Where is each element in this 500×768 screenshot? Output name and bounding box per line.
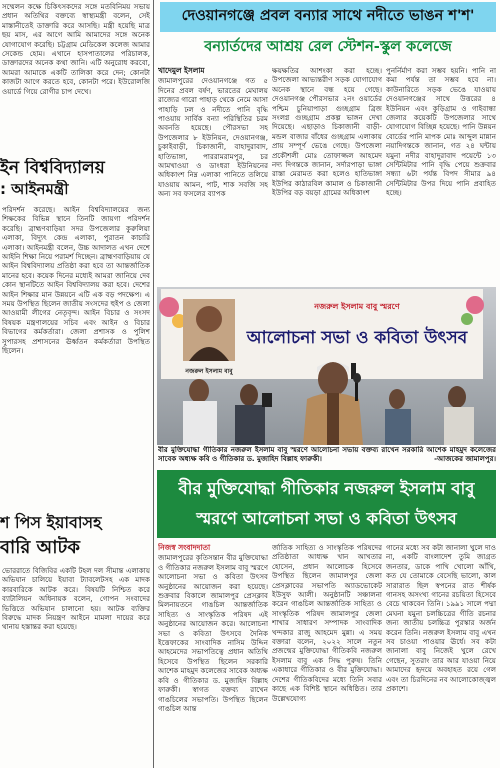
banner-main-text: আলোচনা সভা ও কবিতা উৎসব [246,328,468,348]
banner-top-text: নজরুল ইসলাম বাবু স্মরণে [314,302,400,311]
left-mid-article [2,205,150,508]
memorial-col-1-text: জামালপুরের কৃতিসন্তান বীর মুক্তিযোদ্ধা ও গীতিকার নজরুল ইসলাম বাবু স্মরণে আলোচনা সভা ও কবিতা উৎসব অনুষ্ঠানের আয়োজন করা হয়েছে। শুক্রবার বিকালে জামালপুর প্রেসক্লাব মিলনায়তনে গাঙচিল আন্তর্জাতিক সাহিত্য ও সাংস্কৃতিক পরিষদ এই অনুষ্ঠানের আয়োজন করে। আলোচনা সভা ও কবিতা উৎসবে দৈনিক ইত্তেফাকের সাংবাদিক নাসিম উদ্দিন আহমেদের সভাপতিত্বে প্রধান অতিথি হিসেবে উপস্থিত ছিলেন সরকারি আশেক মাহমুদ কলেজের সাবেক অধ্যক্ষ কবি ও গীতিকার ড. মুজাহিদ বিল্লাহ ফারুকী। স্বাগত বক্তব্য রাখেন গাঙচিলের সভাপতি। উপস্থিত ছিলেন গাঙচিল আন্ত [158,553,268,713]
column-divider [153,0,154,768]
flood-col-2-text: ক্ষয়ক্ষতির আশংকা করা হচ্ছে। উপজেলা আভ্যন্তরীণ সড়ক যোগাযোগ অনেক স্থানে বন্ধ হয়ে গেছে। দেওয়ানগঞ্জ পৌরসভার ২নং ওয়ার্ডের পশ্চিম চুনিয়াপাড়া গুচ্ছগ্রাম ব্রিজ সংলগ্ন গুচ্ছগ্রাম প্রকল্প ভাঙ্গন দেখা দিয়েছে। এছাড়াও চিকাজানী বাড়ী-মন্ডল বাজার বাঁধের গুচ্ছগ্রাম এলাকায় প্রায় সম্পূর্ণ ভেঙে গেছে। উপজেলা প্রকৌশলী মোঃ তোফাজ্জল আহমেদ নদ্য দিগন্তকে জানান, সর্দারপাড়া ভাঙ্গা রাস্তা মেরামত করা হলেও হাতিভাঙ্গা ইউপির কাঠারবিল কামাল ও চিকাজানী ইউপির বড় বয়ড়া গ্রামের অধিকাংশ [272,66,382,198]
flood-headline: দেওয়ানগঞ্জে প্রবল বন্যার সাথে নদীতে ভাঙন শ'শ' [181,8,475,24]
flood-subhead-box [160,34,496,62]
memorial-headline-box [157,470,496,538]
event-photo-illustration [157,287,496,445]
memorial-col-1 [158,543,268,766]
memorial-col-3 [386,543,496,766]
memorial-col-2-text: র্জাতিক সাহিত্য ও সাংস্কৃতিক পরিষদের প্রতিষ্ঠাতা আধ্যক্ষ খান আখতার হোসেন, প্রধান আলোচক হিসেবে উপস্থিত ছিলেন জামালপুর জেলা প্রেসক্লাবের সভাপতি অ্যাডভোকেট ইউসুফ আলী। অনুষ্ঠানটি সঞ্চালনা করেন গাঙচিল আন্তর্জাতিক সাহিত্য ও সাংস্কৃতিক পরিষদ জামালপুর জেলা শাখার সাধারণ সম্পাদক সাংবাদিক খন্দকার রাজু আহমেদ মুন্না। এ সময় বক্তারা বলেন, ২০২২ সালে নতুন প্রজন্মের মুক্তিযোদ্ধা গীতিকবি নজরুল ইসলাম বাবু এক সিদ্ধ পুরুষ। তিনি একাধারে গীতিকার ও বীর মুক্তিযোদ্ধা। দেশের গীতিকবিদের মধ্যে তিনি সবার কাছে এক বিশিষ্ট স্থানে অধিষ্ঠিত। তার উল্লেখযোগ্য [272,543,382,703]
left-headline-1 [0,158,152,180]
flood-byline: খাদেমুল ইসলাম [158,66,205,75]
memorial-col-2 [272,543,382,766]
left-headline-2 [0,180,152,200]
poster-name: নজরুল ইসলাম বাবু [185,368,233,375]
flood-headline-box [160,2,496,32]
event-photo [157,287,496,445]
left-bottom-headline-2 [0,536,152,560]
memorial-col-3-text: গানের মধ্যে সব কটা জানালা খুলে দাও না, একটি বাংলাদেশ তুমি জাগ্রত জনতার, ডাকে পাখি খোলো আঁখি, কত যে তোমাকে বেসেছি ভালো, কাল সারারাত ছিল স্বপনের রাত শীর্ষক গানসহ অসংখ্য গানের রচয়িতা হিসেবে বেচে থাকবেন তিনি। ১৯৯১ সালে পদ্মা মেঘনা যমুনা চলচ্চিত্রের গীতি রচনার জন্য জাতীয় চলচ্চিত্র পুরস্কার অর্জন করেন তিনি। নজরুল ইসলাম বাবু এখন সব চাওয়া পাওয়ার ঊর্ধে। সব কটা জানালা বাবু নিজেই খুলে রেখে গেছেন, সুতরাং তার আর যাওয়া নিয়ে আমাদের হৃদয়ে অবহাহত রয়ে গেল এবং তা চিরদিনের নব আলোকোজ্জ্বল প্রকাশে। [386,543,496,694]
left-bottom-text: ভোররাতে বিজিবির একটি টহল দল সীমান্ত এলাকায় অভিযান চালিয়ে ইয়াবা ট্যাবলেটসহ এক মাদক কারবারিকে আটক করে। বিষয়টি নিশ্চিত করে ব্যাটালিয়ন অধিনায়ক বলেন, গোপন সংবাদের ভিত্তিতে অভিযান চালানো হয়। আটক ব্যক্তির বিরুদ্ধে মাদক নিয়ন্ত্রণ আইনে মামলা দায়ের করে থানায় হস্তান্তর করা হয়েছে। [2,566,150,632]
left-bottom-headline-1-text: শ পিস ইয়াবাসহ [0,512,102,532]
left-headline-2-text: : আইনমন্ত্রী [0,180,69,198]
memorial-headline-1: বীর মুক্তিযোদ্ধা গীতিকার নজরুল ইসলাম বাবু [178,479,475,498]
flood-col-3-text: পুনর্নির্মাণ করা সম্ভব হয়নি। পানি না কমা পর্যন্ত তা সম্ভব হবে না। কাউনারিতে সড়ক ভেঙে যাওয়ায় দেওয়ানগঞ্জের সাথে উত্তরের ৪ ইউনিয়ন এবং কুড়িগ্রাম ও গাইবান্ধা জেলার কয়েকটি উপজেলার সাথে যোগাযোগ বিচ্ছিন্ন হয়েছে। পানি উন্নয়ন বোর্ডের পানি মাপক মোঃ আব্দুল মান্নান নয়াদিগন্তকে জানান, গত ২৪ ঘন্টায় যমুনা নদীর বাহাদুরাবাদ পয়েন্টে ১৩ সেন্টিমিটার পানি বৃদ্ধি পেয়ে শুক্রবার সন্ধ্যা ৬টা পর্যন্ত বিপদ সীমার ৯৪ সেন্টিমিটার উপর দিয়ে পানি প্রবাহিত হচ্ছে। [386,66,496,198]
photo-caption [158,446,496,468]
left-headline-1-text: ইন বিশ্ববিদ্যালয় [0,158,105,178]
left-bottom-headline-2-text: বারি আটক [0,536,80,558]
flood-col-2 [272,66,382,284]
photo-credit: -আজকের জামালপুর। [434,455,496,463]
left-bottom-article [2,566,150,766]
memorial-byline: নিজস্ব সংবাদদাতা [158,543,211,552]
memorial-headline-2: স্মরণে আলোচনা সভা ও কবিতা উৎসব [196,509,457,528]
left-top-text: সম্মেলন কক্ষে চিকিৎসকদের সঙ্গে মতবিনিময় সভায় প্রধান অতিথির বক্তব্যে স্বাস্থ্যমন্ত্রী বলেন, সেই মাস্তানীতেই ডাক্তারি করে আসছি। মন্ত্রী হয়েছি মাত্র ছয় মাস, এর আগে আমি আমাদের সঙ্গে অনেক যোগাযোগ করেছি। চট্টগ্রাম মেডিকেল কলেজ আমার সেকেন্ড হোম। এখানে হাসপাতালের পরিচালক, ডাক্তারদের অনেক কথা জানি। এটি অনুরোধ করবো, আমরা আমাকে একটি তালিকা করে দেন; কোনটা কাজটা আগে করতে হবে, কোনটা পরে। ইউরোলজি ওয়ার্ডে গিয়ে রোগীর চাপ দেখে। [2,2,150,96]
flood-col-3 [386,66,496,284]
left-bottom-headline-1 [0,512,152,534]
flood-col-1-text: জামালপুরের দেওয়ানগঞ্জে গত ৫ দিনের প্রবল বর্ষণ, ভারতের মেঘালয় রাজ্যের গারো পাহাড় থেকে নেমে আসা পাহাড়ি ঢল ও নদীতে পানি বৃদ্ধি পাওয়ায় সার্বিক বন্যা পরিস্থিতির চরম অবনতি হয়েছে। পৌরসভা সহ উপজেলার ৮ ইউনিয়ন, দেওয়ানগঞ্জ, চুকাইবাড়ী, চিকাজানী, বাহাদুরাবাদ, হাতিভাঙ্গা, পাররামরামপুর, চর আমখাওয়া ও ডাংধরা ইউনিয়নের অধিকাংশ নিম্ন এলাকা পানিতে তলিয়ে যাওয়ায় আমন, পাট, শাক সবজি সহ অন্য সব ফসলের ব্যাপক [158,76,268,199]
flood-col-1 [158,66,268,284]
left-top-article [2,2,150,154]
photo-caption-text: বীর মুক্তিযোদ্ধা গীতিকার নজরুল ইসলাম বাবু স্মরণে আলোচনা সভায় বক্তব্য রাখেন সরকারি আশেক মাহমুদ কলেজের সাবেক অধ্যক্ষ কবি ও গীতিকার ড. মুজাহিদ বিল্লাহ ফারুকী। [158,446,496,463]
left-mid-text: পরিদর্শন করেছে। আইন বিশ্ববিদ্যালয়ের জন্য শিক্ষকের বিভিন্ন স্থানে তিনটি জায়গা পরিদর্শন করেছি। ব্রাহ্মণবাড়িয়া সদর উপজেলার কুরুলিয়া এলাকা, বিদ্যুৎ কেন্দ্র এলাকা, পুরাতন কাচারি এলাকা। আইনমন্ত্রী বলেন, উচ্চ আদালত এখন দেশে আইনি শিক্ষা নিয়ে পরামর্শ দিচ্ছেন। ব্রাহ্মণবাড়িয়ায় যে আইন বিশ্ববিদ্যালয় প্রতিষ্ঠা করা হবে তা আন্তর্জাতিক মানের হবে। কয়েক দিনের মধ্যেই আমরা জানিয়ে দেব কোন স্থানটিতে আইন বিশ্ববিদ্যালয় করা হবে। দেশের আইন শিক্ষার মান উন্নয়নে এটি এক বড় পদক্ষেপ। এ সময় উপস্থিত ছিলেন জাতীয় সংসদের হুইপ ও জেলা আওয়ামী লীগের নেতৃবৃন্দ। আইন বিচার ও সংসদ বিষয়ক মন্ত্রণালয়ের সচিব এবং আইন ও বিচার বিভাগের কর্মকর্তারা। জেলা প্রশাসক ও পুলিশ সুপারসহ প্রশাসনের ঊর্ধ্বতন কর্মকর্তারা উপস্থিত ছিলেন। [2,205,150,356]
flood-subhead: বন্যার্তদের আশ্রয় রেল স্টেশন-স্কুল কলেজে [204,39,452,55]
